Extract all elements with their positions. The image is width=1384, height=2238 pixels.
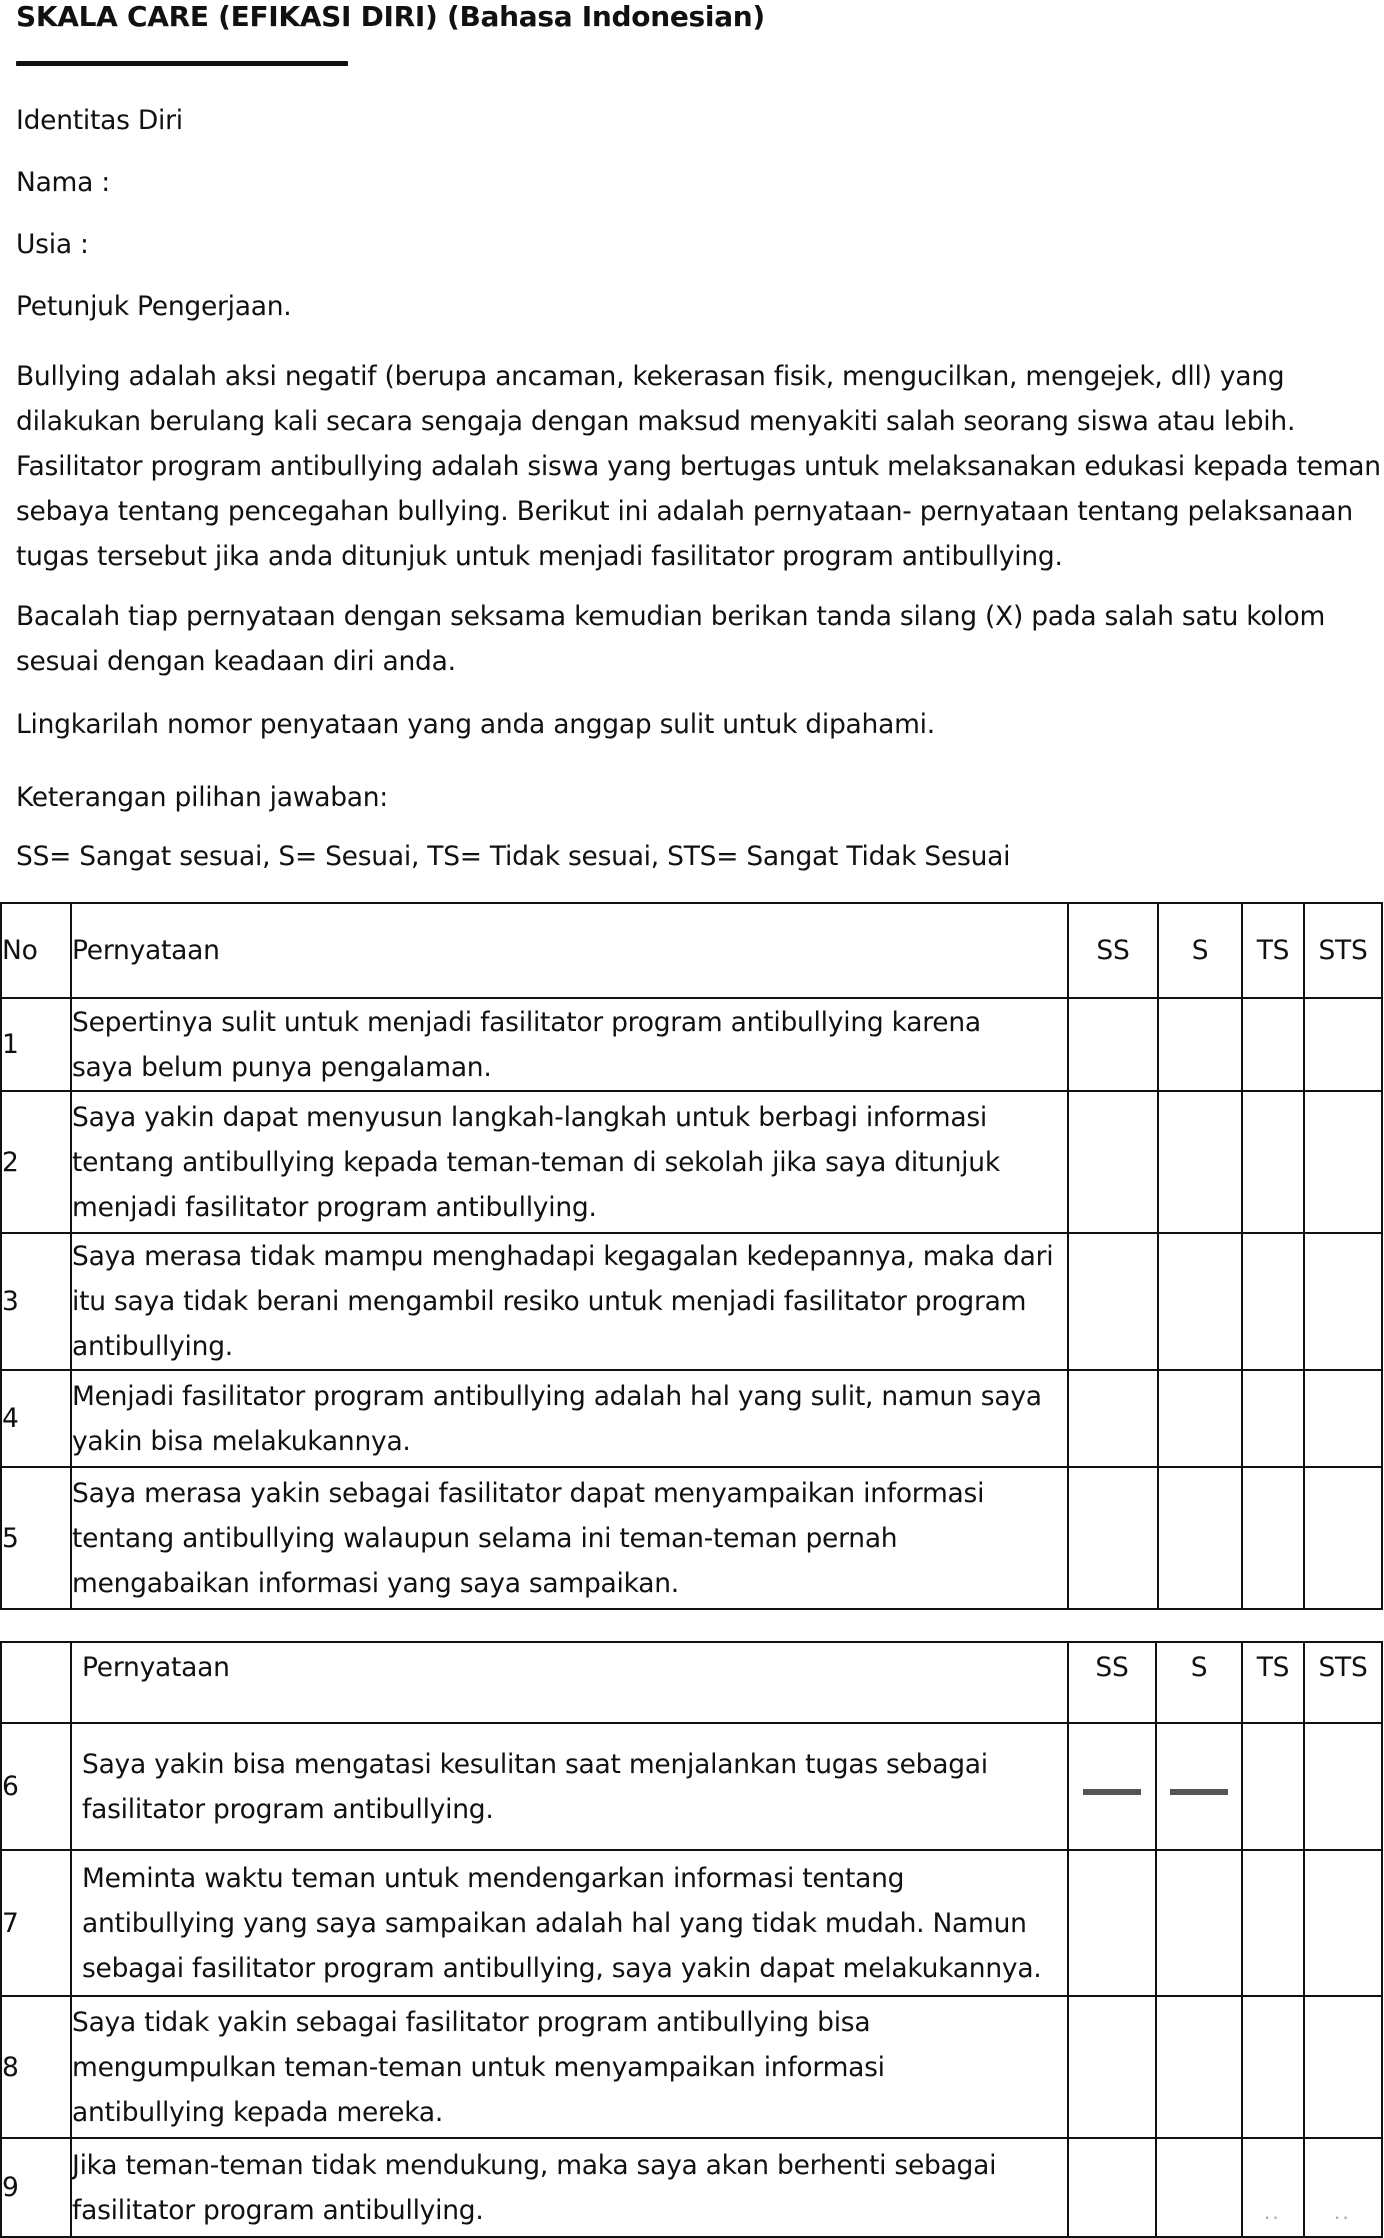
statement-cell [71,1467,1068,1609]
table-row [1,1996,1382,2138]
answer-cell-ss[interactable] [1068,1370,1158,1467]
statement-line: saya belum punya pengalaman. [72,1051,492,1083]
statement-line: Menjadi fasilitator program antibullying adalah hal yang sulit, namun saya [72,1380,1042,1412]
statement-line: Saya merasa yakin sebagai fasilitator dapat menyampaikan informasi [72,1477,985,1509]
column-header-sts: STS [1304,1642,1382,1723]
circle-instruction: Lingkarilah nomor penyataan yang anda anggap sulit untuk dipahami. [16,709,935,740]
statement-line: Saya yakin bisa mengatasi kesulitan saat menjalankan tugas sebagai [82,1748,988,1780]
statement-line: Saya yakin dapat menyusun langkah-langkah untuk berbagi informasi [72,1101,987,1133]
statement-line: mengumpulkan teman-teman untuk menyampaikan informasi [72,2051,885,2083]
column-header-no [1,1642,71,1723]
name-label: Nama : [16,167,110,198]
answer-cell-s[interactable] [1156,2138,1242,2237]
answer-legend: SS= Sangat sesuai, S= Sesuai, TS= Tidak sesuai, STS= Sangat Tidak Sesuai [16,841,1011,872]
column-header-statement: Pernyataan [71,1642,1068,1723]
table-row [1,1850,1382,1996]
legend-heading: Keterangan pilihan jawaban: [16,782,388,813]
answer-cell-s[interactable] [1158,1467,1242,1609]
statement-line: tentang antibullying walaupun selama ini teman-teman pernah [72,1522,898,1554]
statement-cell [71,1233,1068,1370]
answer-cell-ss[interactable] [1068,1850,1156,1996]
answer-cell-ts[interactable] [1242,1850,1304,1996]
faint-mark: .. [1334,2200,1351,2224]
paragraph-line: Fasilitator program antibullying adalah siswa yang bertugas untuk melaksanakan edukasi kepada teman [16,451,1381,482]
answer-cell-ts[interactable] [1242,2138,1304,2237]
statement-cell [71,998,1068,1091]
answer-cell-sts[interactable] [1304,1091,1382,1233]
answer-cell-ss[interactable] [1068,1996,1156,2138]
answer-cell-ts[interactable] [1242,1467,1304,1609]
statement-line: Saya tidak yakin sebagai fasilitator program antibullying bisa [72,2006,871,2038]
answer-cell-sts[interactable] [1304,1467,1382,1609]
column-header-statement: Pernyataan [71,903,1068,998]
answer-cell-ts[interactable] [1242,1233,1304,1370]
statement-line: Jika teman-teman tidak mendukung, maka saya akan berhenti sebagai [72,2149,997,2181]
answer-cell-s[interactable] [1156,1850,1242,1996]
statement-line: Saya merasa tidak mampu menghadapi kegagalan kedepannya, maka dari [72,1241,1054,1272]
answer-cell-s[interactable] [1156,1723,1242,1850]
statement-line: itu saya tidak berani mengambil resiko untuk menjadi fasilitator program [72,1286,1027,1317]
dash-mark [1083,1789,1141,1795]
paragraph-line: sesuai dengan keadaan diri anda. [16,646,456,677]
statement-line: mengabaikan informasi yang saya sampaikan. [72,1567,679,1599]
row-number: 7 [1,1850,71,1996]
age-label: Usia : [16,229,89,260]
answer-cell-sts[interactable] [1304,1370,1382,1467]
answer-cell-s[interactable] [1156,1996,1242,2138]
table-header-row [1,1642,1382,1723]
statement-line: antibullying kepada mereka. [72,2096,443,2128]
answer-cell-ss[interactable] [1068,1467,1158,1609]
column-header-no: No [1,903,71,998]
dash-mark [1170,1789,1228,1795]
statement-line: sebagai fasilitator program antibullying, saya yakin dapat melakukannya. [82,1952,1042,1984]
answer-cell-s[interactable] [1158,1370,1242,1467]
column-header-sts: STS [1304,903,1382,998]
answer-cell-ts[interactable] [1242,998,1304,1091]
answer-cell-ss[interactable] [1068,1723,1156,1850]
row-number: 1 [1,998,71,1091]
table-row [1,1467,1382,1609]
answer-cell-ts[interactable] [1242,1723,1304,1850]
column-header-ss: SS [1068,1642,1156,1723]
statement-line: Sepertinya sulit untuk menjadi fasilitator program antibullying karena [72,1006,981,1038]
table-row [1,2138,1382,2237]
row-number: 3 [1,1233,71,1370]
paragraph-line: Bullying adalah aksi negatif (berupa ancaman, kekerasan fisik, mengucilkan, mengejek, dll) yang [16,361,1285,392]
answer-cell-s[interactable] [1158,998,1242,1091]
answer-cell-ts[interactable] [1242,1091,1304,1233]
column-header-ts: TS [1242,903,1304,998]
statement-table-1 [0,902,1383,1610]
column-header-s: S [1158,903,1242,998]
table-row [1,998,1382,1091]
column-header-ts: TS [1242,1642,1304,1723]
instructions-heading: Petunjuk Pengerjaan. [16,291,292,322]
statement-line: tentang antibullying kepada teman-teman di sekolah jika saya ditunjuk [72,1146,1000,1178]
paragraph-line: tugas tersebut jika anda ditunjuk untuk menjadi fasilitator program antibullying. [16,541,1063,572]
table-row [1,1370,1382,1467]
statement-cell [71,1850,1068,1996]
intro-paragraph [16,354,1381,579]
statement-line: menjadi fasilitator program antibullying. [72,1191,597,1223]
statement-line: antibullying. [72,1331,233,1362]
answer-cell-s[interactable] [1158,1091,1242,1233]
statement-cell [71,1370,1068,1467]
answer-cell-sts[interactable] [1304,1723,1382,1850]
paragraph-line: dilakukan berulang kali secara sengaja dengan maksud menyakiti salah seorang siswa atau lebih. [16,406,1296,437]
answer-cell-sts[interactable] [1304,1233,1382,1370]
table-row [1,1723,1382,1850]
answer-cell-ts[interactable] [1242,1370,1304,1467]
row-number: 2 [1,1091,71,1233]
row-number: 6 [1,1723,71,1850]
answer-cell-sts[interactable] [1304,1996,1382,2138]
statement-line: antibullying yang saya sampaikan adalah hal yang tidak mudah. Namun [82,1907,1027,1939]
title-underline [16,61,348,66]
paragraph-line: sebaya tentang pencegahan bullying. Berikut ini adalah pernyataan- pernyataan tentang pelaksanaan [16,496,1353,527]
column-header-ss: SS [1068,903,1158,998]
table-header-row [1,903,1382,998]
statement-line: Meminta waktu teman untuk mendengarkan informasi tentang [82,1862,905,1894]
row-number: 4 [1,1370,71,1467]
answer-cell-ss[interactable] [1068,1091,1158,1233]
page-title: SKALA CARE (EFIKASI DIRI) (Bahasa Indonesian) [16,0,765,33]
statement-cell [71,1723,1068,1850]
table-row [1,1091,1382,1233]
answer-cell-sts[interactable] [1304,1850,1382,1996]
answer-cell-sts[interactable] [1304,998,1382,1091]
statement-table-2 [0,1641,1383,2238]
answer-cell-ts[interactable] [1242,1996,1304,2138]
statement-cell [71,1091,1068,1233]
paragraph-line: Bacalah tiap pernyataan dengan seksama kemudian berikan tanda silang (X) pada salah satu kolom [16,601,1326,632]
column-header-s: S [1156,1642,1242,1723]
statement-line: fasilitator program antibullying. [72,2194,484,2226]
statement-line: yakin bisa melakukannya. [72,1425,411,1457]
identity-heading: Identitas Diri [16,105,183,136]
answer-cell-ss[interactable] [1068,2138,1156,2237]
statement-cell [71,1996,1068,2138]
answer-cell-ss[interactable] [1068,1233,1158,1370]
marking-instruction [16,594,1366,684]
faint-mark: .. [1264,2200,1281,2224]
row-number: 5 [1,1467,71,1609]
answer-cell-ss[interactable] [1068,998,1158,1091]
statement-cell [71,2138,1068,2237]
row-number: 8 [1,1996,71,2138]
statement-line: fasilitator program antibullying. [82,1793,494,1825]
answer-cell-s[interactable] [1158,1233,1242,1370]
answer-cell-sts[interactable] [1304,2138,1382,2237]
row-number: 9 [1,2138,71,2237]
table-row [1,1233,1382,1370]
